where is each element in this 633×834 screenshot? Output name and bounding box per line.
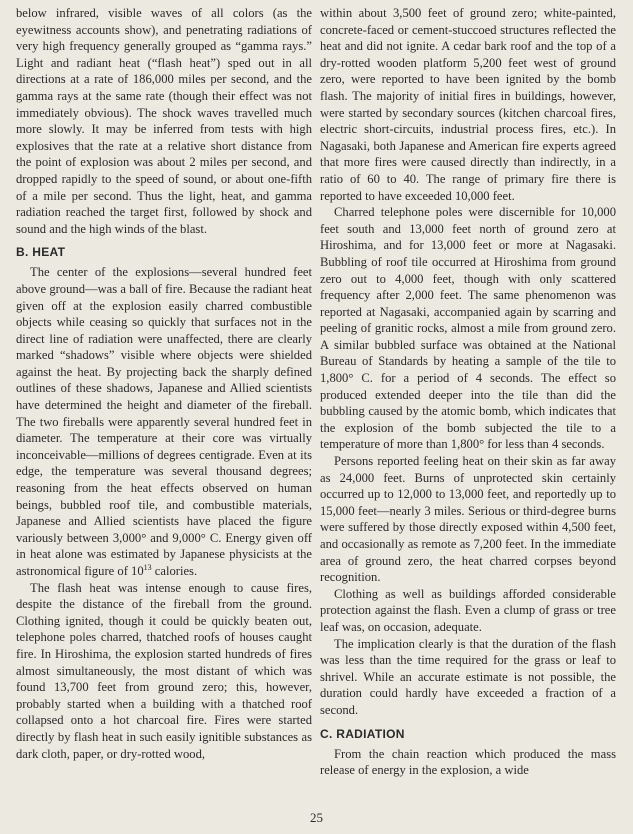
heat-paragraph-2: The flash heat was intense enough to cause fires, despite the distance of the fireball from the ground. Clothing ignited, though it could be quickly beaten out, telephone poles charred, thatched roofs of houses caught fire. In Hiroshima, the explosion started hundreds of fires almost simultaneously, the most distant of which was found 13,700 feet from ground zero; this, however, probably started when a building with a thatched roof collapsed onto a hot charcoal fire. Fires were started directly by flash heat in such easily ignitible substances as dark cloth, paper, or dry-rotted wood, [16, 580, 312, 761]
right-column [320, 5, 616, 779]
radiation-paragraph: From the chain reaction which produced the mass release of energy in the explosion, a wide [320, 746, 616, 778]
exponent: 13 [143, 562, 152, 572]
continued-paragraph: within about 3,500 feet of ground zero; white-painted, concrete-faced or cement-stuccoed structures reflected the heat and did not ignite. A cedar bark roof and the top of a dry-rotted wooden platform 5,200 feet west of ground zero, were reported to have been ignited by the bomb flash. The majority of initial fires in buildings, however, were started by secondary sources (kitchen charcoal fires, electric short-circuits, industrial process fires, etc.). In Nagasaki, both Japanese and American fire experts agreed that more fires were caused directly than indirectly, in a ratio of 60 to 40. The range of primary fire there is reported to have exceeded 10,000 feet. [320, 6, 616, 203]
section-heading-heat: B. HEAT [16, 245, 66, 260]
telephone-poles-paragraph: Charred telephone poles were discernible for 10,000 feet south and 13,000 feet north of ground zero at Hiroshima, and for 13,000 feet or more at Nagasaki. Bubbling of roof tile occurred at Hiroshima from ground zero out to 4,000 feet, though with only scattered frequency after 2,000 feet. The same phenomenon was reported at Nagasaki, accompanied again by scarring and peeling of granitic rocks, almost a mile from ground zero. A similar bubbled surface was obtained at the National Bureau of Standards by heating a sample of the tile to 1,800° C. for a period of 4 seconds. The effect so produced extended deeper into the tile than did the bubbling caused by the atomic bomb, which indicates that the explosion of the bomb subjected the tile to a temperature of more than 1,800° for less than 4 seconds. [320, 205, 616, 452]
heat-paragraph-1-text: The center of the explosions—several hundred feet above ground—was a ball of fire. Because the radiant heat given off at the explosion easily charred combustible objects while ceasing so quickly that surfaces not in the direct line of radiation were unaffected, there are clearly marked “shadows” visible where objects were shielded against the heat. By projecting back the sharply defined outlines of these shadows, Japanese and Allied scientists have determined the height and diameter of the fireball. The two fireballs were apparently several hundred feet in diameter. The temperature at their core was virtually inconceivable—millions of degrees centigrade. Even at its edge, the temperature was several thousand degrees; reasoning from the heat effects observed on human beings, bubbled roof tile, and combustible materials, Japanese and Allied scientists have placed the figure variously between 3,000° and 9,000° C. Energy given off in heat alone was estimated by Japanese physicists at the astronomical figure of 10 [16, 265, 312, 578]
heat-paragraph-1 [16, 264, 312, 579]
heat-paragraph-1-end: calories. [151, 564, 198, 578]
persons-paragraph: Persons reported feeling heat on their skin as far away as 24,000 feet. Burns of unprotected skin certainly occurred up to 12,000 to 13,000 feet, and reportedly up to 15,000 feet—nearly 3 miles. Serious or third-degree burns were suffered by those directly exposed within 4,500 feet, and occasionally as remote as 7,200 feet. In the immediate area of ground zero, the heat charred corpses beyond recognition. [320, 454, 616, 585]
page-number: 25 [310, 810, 323, 825]
clothing-paragraph: Clothing as well as buildings afforded considerable protection against the flash. Even a clump of grass or tree leaf was, on occasion, adequate. [320, 586, 616, 634]
intro-paragraph: below infrared, visible waves of all colors (as the eyewitness accounts show), and penetrating radiations of very high frequency generally grouped as “gamma rays.” Light and radiant heat (“flash heat”) sped out in all directions at a rate of 186,000 miles per second, and the gamma rays at the same rate (though their effect was not immediately obvious). The shock waves travelled much more slowly. It may be inferred from tests with high explosives that the rate at a relative short distance from the point of explosion was about 2 miles per second, and dropped rapidly to the speed of sound, or about one-fifth of a mile per second. Thus the light, heat, and gamma radiation reached the target first, followed by shock and sound and the high winds of the blast. [16, 6, 312, 236]
section-heading-radiation: C. RADIATION [320, 726, 405, 741]
implication-paragraph: The implication clearly is that the duration of the flash was less than the time required for the grass or leaf to shrivel. While an accurate estimate is not possible, the duration could hardly have exceeded a fraction of a second. [320, 636, 616, 717]
left-column [16, 5, 312, 762]
